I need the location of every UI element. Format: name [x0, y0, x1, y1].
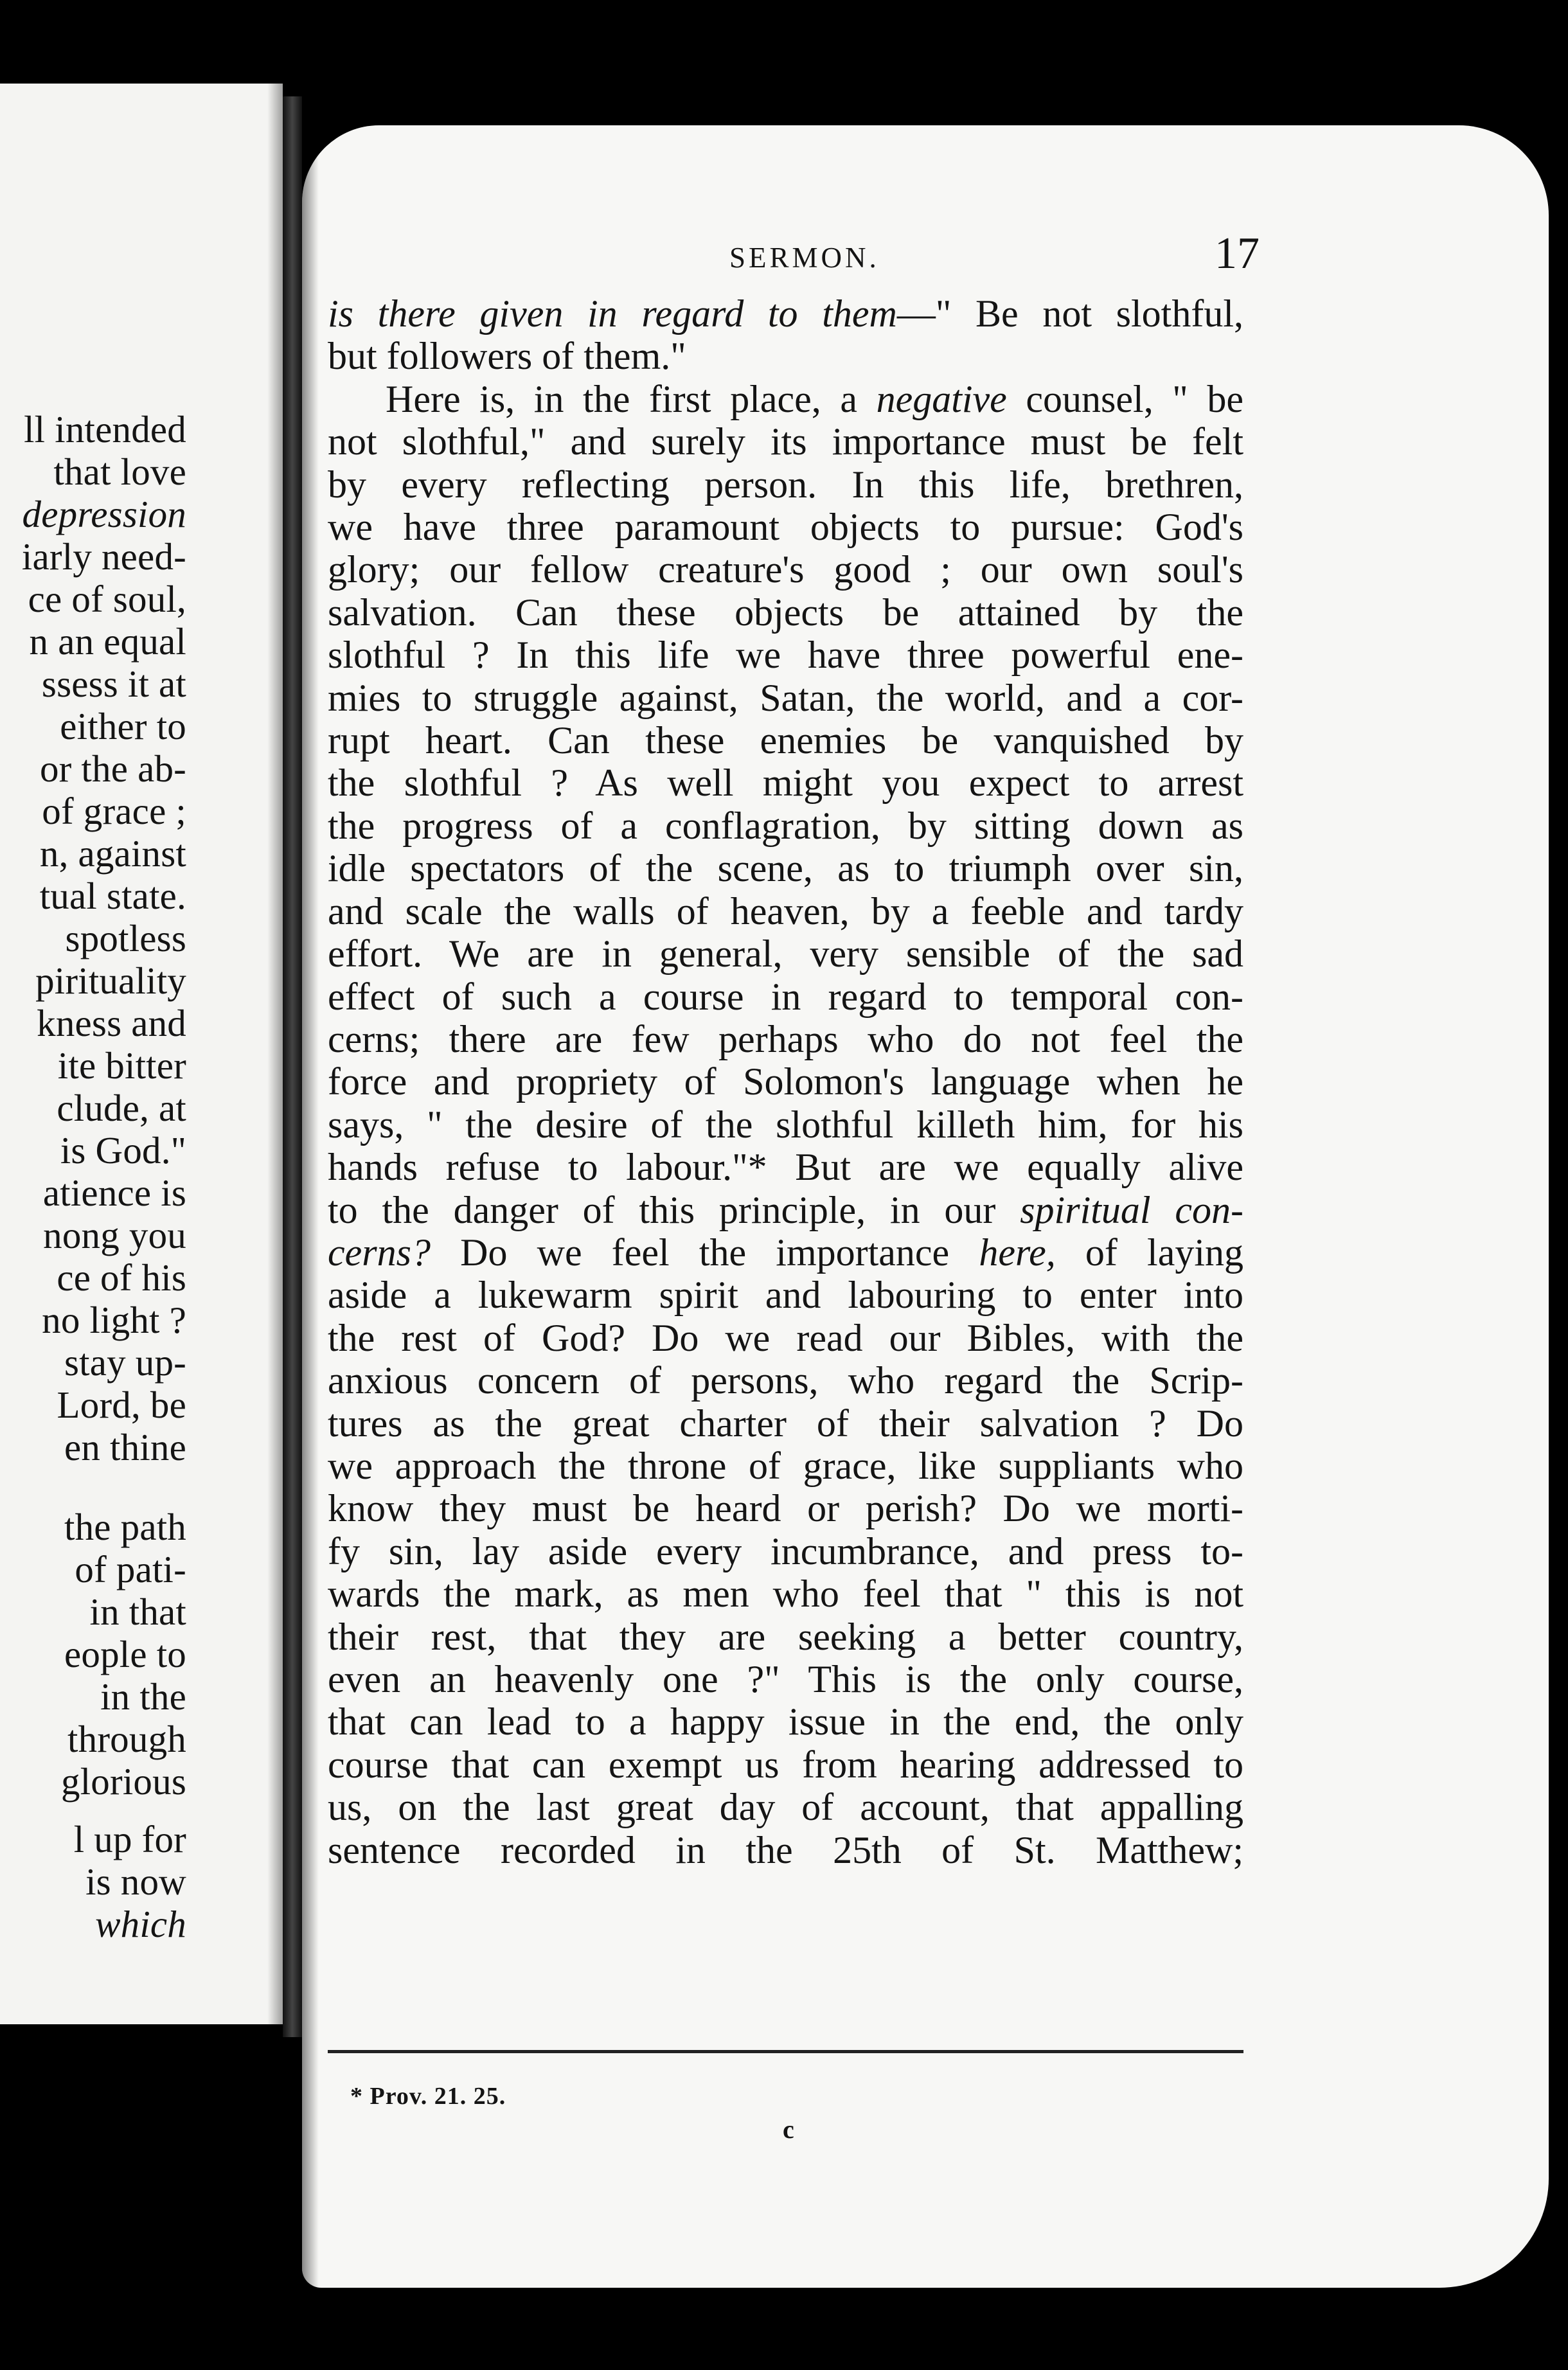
- text-line: anxious concern of persons, who regard the Scrip-: [328, 1359, 1243, 1402]
- text-line: course that can exempt us from hearing addressed to: [328, 1743, 1243, 1786]
- left-line: is God.": [60, 1129, 186, 1172]
- text-line: is there given in regard to them—" Be not slothful,: [328, 292, 1243, 335]
- text-line: the progress of a conflagration, by sitting down as: [328, 804, 1243, 847]
- left-line: of pati-: [75, 1548, 186, 1590]
- previous-page-text: [0, 408, 186, 1945]
- text-line: fy sin, lay aside every incumbrance, and press to-: [328, 1529, 1243, 1573]
- left-line: ll intended: [24, 408, 186, 450]
- text-line: salvation. Can these objects be attained by the: [328, 591, 1243, 634]
- text-line: rupt heart. Can these enemies be vanquished by: [328, 719, 1243, 762]
- text-line: but followers of them.": [328, 335, 686, 378]
- left-line: of grace ;: [42, 790, 186, 832]
- page-number: 17: [1215, 229, 1260, 278]
- text-line: glory; our fellow creature's good ; our own soul's: [328, 548, 1243, 591]
- text-line: effort. We are in general, very sensible of the sad: [328, 932, 1243, 976]
- left-line: atience is: [42, 1172, 186, 1214]
- signature-mark: c: [783, 2115, 794, 2144]
- left-line: n an equal: [29, 620, 186, 663]
- text-line: mies to struggle against, Satan, the world, and a cor-: [328, 676, 1243, 719]
- left-line: pirituality: [35, 959, 186, 1002]
- text-line: by every reflecting person. In this life, brethren,: [328, 463, 1243, 506]
- left-line: either to: [60, 705, 186, 747]
- left-line: nong you: [43, 1214, 186, 1256]
- left-line: tual state.: [39, 875, 186, 917]
- text-line: effect of such a course in regard to temporal con-: [328, 975, 1243, 1018]
- left-line: in the: [100, 1675, 186, 1718]
- left-line: in that: [89, 1590, 186, 1633]
- left-line: kness and: [37, 1002, 186, 1044]
- footnote: * Prov. 21. 25.: [350, 2083, 506, 2110]
- left-line: ce of soul,: [28, 578, 186, 620]
- text-line: hands refuse to labour."* But are we equally alive: [328, 1146, 1243, 1189]
- running-head: SERMON.: [729, 242, 880, 274]
- text-line: cerns; there are few perhaps who do not feel the: [328, 1017, 1243, 1060]
- text-line: us, on the last great day of account, that appalling: [328, 1786, 1243, 1829]
- text-line: their rest, that they are seeking a better country,: [328, 1615, 1243, 1658]
- left-line: clude, at: [57, 1087, 186, 1129]
- text-line: sentence recorded in the 25th of St. Matthew;: [328, 1828, 1243, 1871]
- left-line: which: [95, 1903, 186, 1945]
- left-line: the path: [64, 1506, 186, 1548]
- left-line: Lord, be: [57, 1384, 186, 1426]
- left-line: stay up-: [64, 1341, 186, 1384]
- text-line: Here is, in the first place, a negative counsel, " be: [386, 377, 1244, 420]
- text-line: slothful ? In this life we have three powerful ene-: [328, 634, 1243, 677]
- page-header: [382, 228, 1260, 286]
- left-line: n, against: [39, 832, 186, 875]
- text-line: cerns? Do we feel the importance here, of laying: [328, 1231, 1243, 1274]
- left-line: l up for: [73, 1818, 186, 1860]
- left-line: en thine: [64, 1426, 186, 1468]
- text-line: we approach the throne of grace, like suppliants who: [328, 1444, 1243, 1487]
- left-line: through: [67, 1718, 186, 1760]
- text-line: even an heavenly one ?" This is the only course,: [328, 1658, 1243, 1700]
- left-line: spotless: [65, 917, 186, 959]
- text-line: wards the mark, as men who feel that " this is not: [328, 1573, 1243, 1616]
- text-line: and scale the walls of heaven, by a feeble and tardy: [328, 889, 1243, 932]
- text-line: force and propriety of Solomon's language when he: [328, 1060, 1243, 1103]
- page-shadow: [267, 84, 283, 2024]
- sermon-text: [328, 292, 1243, 1871]
- page-edge-shadow: [302, 125, 319, 2288]
- text-line: aside a lukewarm spirit and labouring to enter into: [328, 1274, 1243, 1317]
- text-line: tures as the great charter of their salvation ? Do: [328, 1402, 1243, 1445]
- text-line: that can lead to a happy issue in the end, the only: [328, 1700, 1243, 1743]
- left-line: ce of his: [57, 1256, 186, 1299]
- left-line: that love: [53, 450, 186, 493]
- left-line: or the ab-: [39, 747, 186, 790]
- footnote-rule: [328, 2050, 1243, 2053]
- text-line: idle spectators of the scene, as to triumph over sin,: [328, 847, 1243, 890]
- left-line: ite bitter: [57, 1044, 186, 1087]
- left-line: no light ?: [42, 1299, 186, 1341]
- left-line: glorious: [61, 1760, 186, 1803]
- left-line: eople to: [64, 1633, 186, 1675]
- previous-page: [0, 84, 283, 2024]
- text-line: the slothful ? As well might you expect to arrest: [328, 762, 1243, 805]
- left-line: is now: [85, 1860, 186, 1903]
- left-line: ssess it at: [41, 663, 186, 705]
- book-gutter: [283, 96, 302, 2037]
- text-line: not slothful," and surely its importance must be felt: [328, 420, 1243, 463]
- left-line: iarly need-: [21, 535, 186, 578]
- text-line: says, " the desire of the slothful killeth him, for his: [328, 1103, 1243, 1146]
- text-line: the rest of God? Do we read our Bibles, with the: [328, 1316, 1243, 1359]
- text-line: know they must be heard or perish? Do we morti-: [328, 1487, 1243, 1530]
- text-line: to the danger of this principle, in our spiritual con-: [328, 1188, 1243, 1231]
- text-line: we have three paramount objects to pursue: God's: [328, 506, 1243, 549]
- left-line: depression: [22, 493, 186, 535]
